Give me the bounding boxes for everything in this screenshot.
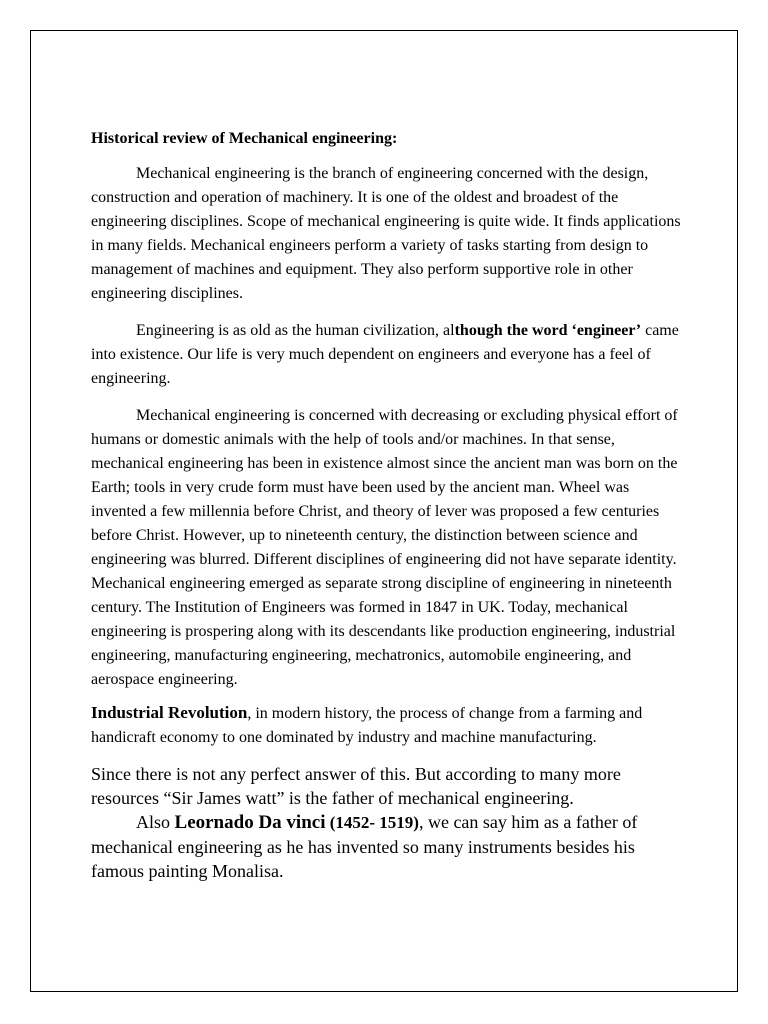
- paragraph-father: Since there is not any perfect answer of this. But according to many more resources “Sir James watt” is the father of mechanical engineering.: [91, 764, 621, 808]
- paragraph-evolution: Mechanical engineering is concerned with decreasing or excluding physical effort of humans or domestic animals with the help of tools and/or machines. In that sense, mechanical engineering has been in existence almost since the ancient man was born on the Earth; tools in very crude form must have been used by the ancient man. Wheel was invented a few millennia before Christ, and theory of lever was proposed a few centuries before Christ. However, up to nineteenth century, the distinction between science and engineering was blurred. Different disciplines of engineering did not have separate identity. Mechanical engineering emerged as separate strong discipline of engineering in nineteenth century. The Institution of Engineers was formed in 1847 in UK. Today, mechanical engineering is prospering along with its descendants like production engineering, industrial engineering, manufacturing engineering, mechatronics, automobile engineering, and aerospace engineering.: [91, 407, 678, 688]
- da-vinci-start: Also: [136, 812, 175, 832]
- paragraph-history: [91, 319, 687, 391]
- paragraph-da-vinci: [91, 810, 687, 883]
- industrial-revolution-text: , in modern history, the process of change from a farming and handicraft economy to one dominated by industry and machine manufacturing.: [91, 705, 643, 746]
- paragraph-history-emphasis: though the word ‘engineer’: [454, 322, 642, 339]
- industrial-revolution-term: Industrial Revolution: [91, 703, 248, 722]
- paragraph-industrial-revolution: [91, 701, 687, 750]
- paragraph-definition: Mechanical engineering is the branch of engineering concerned with the design, construction and operation of machinery. It is one of the oldest and broadest of the engineering disciplines. Scope of mechanical engineering is quite wide. It finds applications in many fields. Mechanical engineers perform a variety of tasks starting from design to management of machines and equipment. They also perform supportive role in other engineering disciplines.: [91, 165, 681, 302]
- da-vinci-name: Leornado Da vinci: [174, 812, 326, 833]
- paragraph-history-start: Engineering is as old as the human civilization, al: [136, 322, 455, 339]
- da-vinci-years: (1452- 1519): [325, 813, 419, 832]
- document-heading: Historical review of Mechanical engineering:: [91, 130, 398, 147]
- paragraph-history-end: came into existence. Our life is very much dependent on engineers and everyone has a feel of engineering.: [91, 322, 679, 387]
- document-body: [91, 127, 687, 883]
- da-vinci-end: , we can say him as a father of mechanical engineering as he has invented so many instruments besides his famous painting Monalisa.: [91, 812, 638, 881]
- document-page: [30, 30, 738, 992]
